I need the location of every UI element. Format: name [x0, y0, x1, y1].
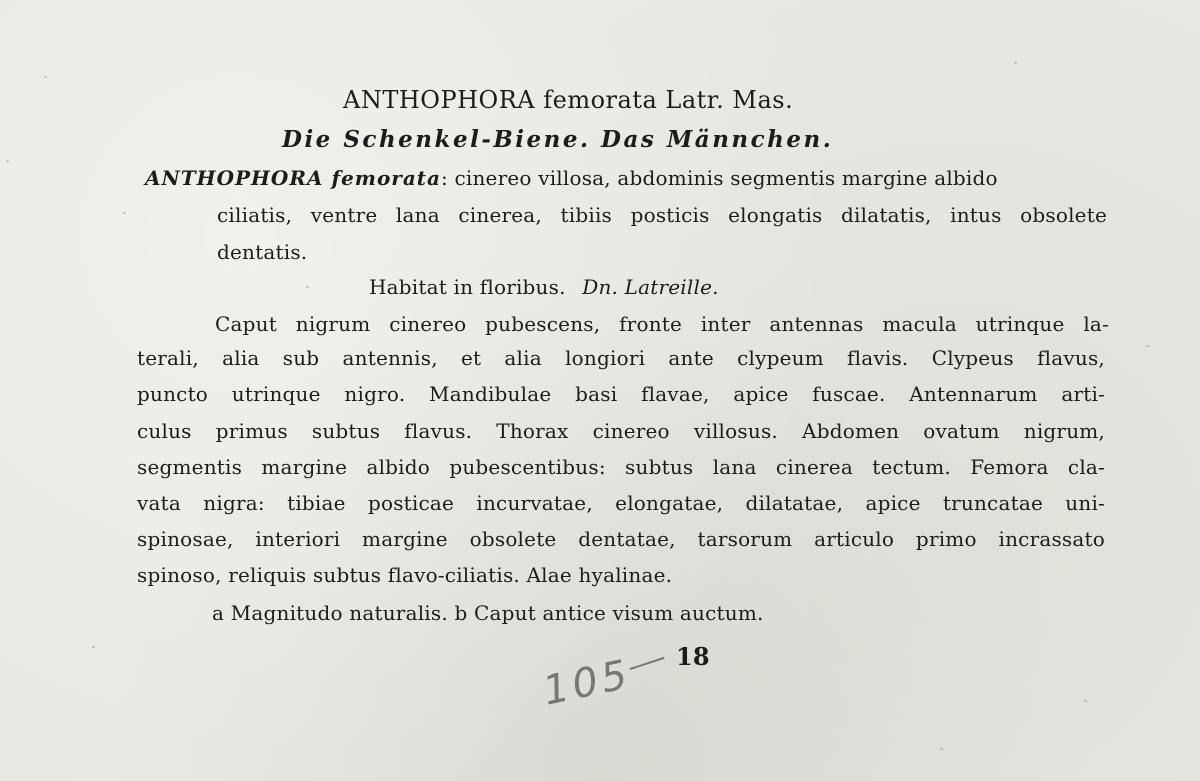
paper-speck [940, 748, 943, 750]
page-number: 18 [676, 642, 710, 671]
page-subtitle: Die Schenkel-Biene. Das Männchen. [282, 126, 834, 153]
page-title: ANTHOPHORA femorata Latr. Mas. [343, 86, 794, 114]
diagnosis-line-2: ciliatis, ventre lana cinerea, tibiis posticis elongatis dilatatis, intus obsolete [217, 203, 1107, 227]
handwritten-note: 105 [539, 651, 636, 715]
description-line-8: spinoso, reliquis subtus flavo-ciliatis. Alae hyalinae. [137, 563, 673, 587]
paper-speck [44, 76, 47, 78]
handwritten-dash [630, 657, 665, 670]
diagnosis-text: : cinereo villosa, abdominis segmentis margine albido [440, 166, 998, 190]
description-line-2: terali, alia sub antennis, et alia longiori ante clypeum flavis. Clypeus flavus, [137, 346, 1105, 370]
diagnosis-line-3: dentatis. [217, 240, 308, 264]
description-line-5: segmentis margine albido pubescentibus: subtus lana cinerea tectum. Femora cla- [137, 455, 1105, 479]
habitat-text: Habitat in floribus. [369, 275, 566, 299]
paper-speck [92, 646, 95, 648]
description-line-6: vata nigra: tibiae posticae incurvatae, elongatae, dilatatae, apice truncatae uni- [137, 491, 1105, 515]
paper-speck [6, 160, 9, 162]
habitat-author: Dn. Latreille. [582, 275, 719, 299]
species-name: ANTHOPHORA femorata [145, 166, 441, 190]
description-line-3: puncto utrinque nigro. Mandibulae basi flavae, apice fuscae. Antennarum arti- [137, 382, 1105, 406]
paper-speck [1146, 345, 1149, 347]
figure-legend: a Magnitudo naturalis. b Caput antice visum auctum. [212, 601, 764, 625]
description-line-1: Caput nigrum cinereo pubescens, fronte inter antennas macula utrinque la- [215, 312, 1109, 336]
paper-speck [1084, 700, 1087, 702]
diagnosis-line-1 [145, 166, 1105, 190]
paper-speck [123, 212, 126, 214]
description-line-7: spinosae, interiori margine obsolete dentatae, tarsorum articulo primo incrassato [137, 527, 1105, 551]
description-line-4: culus primus subtus flavus. Thorax cinereo villosus. Abdomen ovatum nigrum, [137, 419, 1105, 443]
paper-speck [306, 286, 309, 288]
habitat-line [369, 275, 719, 299]
paper-speck [1014, 62, 1017, 64]
